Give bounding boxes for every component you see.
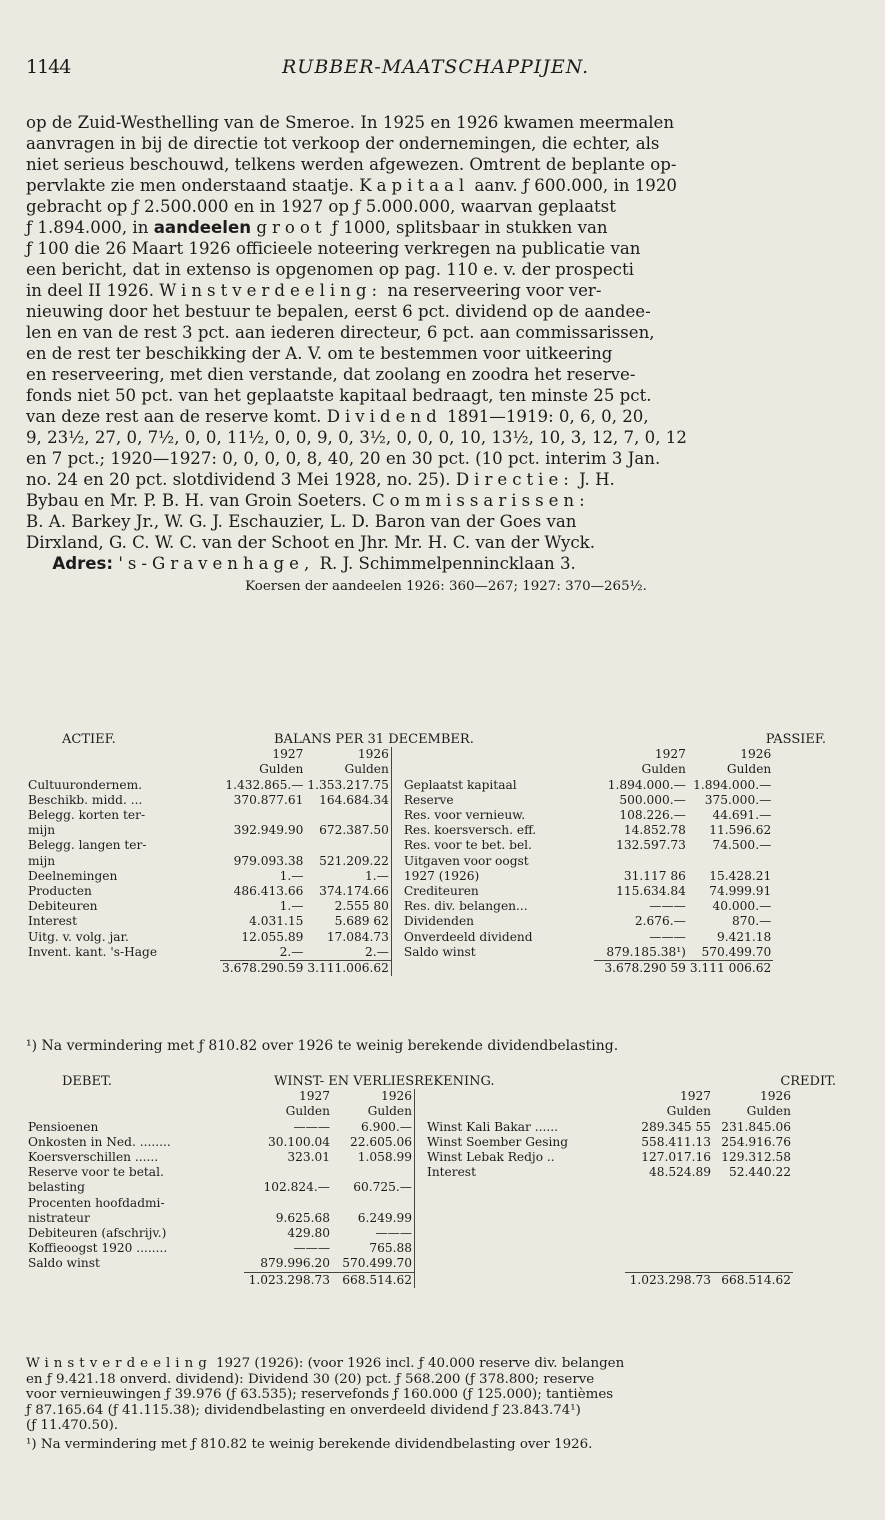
table-row (26, 1241, 866, 1256)
spacer (773, 945, 866, 961)
text-line: ƒ 100 die 26 Maart 1926 officieele noteering verkregen na publicatie van (26, 239, 641, 258)
debet-label: Saldo winst (28, 1256, 100, 1271)
credit-1926 (713, 1241, 793, 1256)
credit-label (425, 1180, 625, 1195)
table-row (26, 1150, 866, 1165)
address-line: Adres: 's-Gravenhage, R. J. Schimmelpennincklaan 3. (52, 554, 576, 573)
passief-1926: 74.999.91 (709, 884, 772, 899)
company-description (26, 112, 866, 597)
credit-1927: 289.345 55 (641, 1119, 711, 1134)
spacer (773, 899, 866, 914)
table-row (26, 884, 866, 899)
actief-label: Cultuurondernem. (28, 777, 143, 792)
credit-1927 (625, 1241, 713, 1256)
actief-label: Interest (28, 914, 77, 929)
column-divider (415, 1241, 426, 1256)
credit-1927 (625, 1196, 713, 1211)
text-line: op de Zuid-Westhelling van de Smeroe. In 1925 en 1926 kwamen meermalen (26, 113, 675, 132)
passief-1926: 570.499.70 (701, 944, 772, 959)
actief-1927: 370.877.61 (233, 792, 304, 807)
debet-label: Koffieoogst 1920 ........ (28, 1241, 168, 1256)
spacer (773, 914, 866, 929)
column-divider (415, 1135, 426, 1150)
credit-1926: 254.916.76 (721, 1134, 791, 1149)
passief-1926: 11.596.62 (709, 823, 772, 838)
actief-label: mijn (28, 853, 56, 868)
debet-1927 (244, 1165, 332, 1180)
credit-label: Winst Soember Gesing (427, 1134, 569, 1149)
table-row (26, 930, 866, 945)
actief-label: Belegg. korten ter- (28, 808, 146, 823)
table-row (26, 838, 866, 853)
text-line: en de rest ter beschikking der A. V. om te bestemmen voor uitkeering (26, 344, 613, 363)
table-row (26, 1226, 866, 1241)
column-divider (415, 1226, 426, 1241)
table-row (26, 778, 866, 793)
passief-1927: 108.226.— (619, 808, 686, 823)
text-line: gebracht op ƒ 2.500.000 en in 1927 op ƒ 5.000.000, waarvan geplaatst (26, 197, 616, 216)
spacer (793, 1241, 866, 1256)
table-row (26, 1180, 866, 1195)
debet-label: Reserve voor te betal. (28, 1165, 164, 1180)
text-line: van deze rest aan de reserve komt. Dividend 1891—1919: 0, 6, 0, 20, (26, 407, 649, 426)
debet-label: Procenten hoofdadmi- (28, 1195, 165, 1210)
passief-label: Onverdeeld dividend (403, 929, 533, 944)
credit-1926: 231.845.06 (721, 1119, 791, 1134)
text-line: en 7 pct.; 1920—1927: 0, 0, 0, 0, 8, 40, 20 en 30 pct. (10 pct. interim 3 Jan. (26, 449, 661, 468)
actief-1926: 1.353.217.75 (307, 777, 389, 792)
actief-1926 (305, 808, 391, 823)
credit-1927 (625, 1211, 713, 1226)
text-line: no. 24 en 20 pct. slotdividend 3 Mei 1928, no. 25). Directie: J. H. (26, 470, 615, 489)
passief-label: Saldo winst (403, 944, 476, 959)
credit-1927 (625, 1256, 713, 1272)
winstverdeeling-heading: Winstverdeeling: (159, 281, 383, 300)
actief-1927: 1.— (279, 868, 304, 883)
winstverdeeling-block (26, 1356, 868, 1452)
column-divider (391, 914, 402, 929)
debet-1927: 879.996.20 (260, 1256, 330, 1271)
credit-1927: 558.411.13 (641, 1134, 711, 1149)
debet-1926: 6.249.99 (357, 1210, 412, 1225)
table-row (26, 1211, 866, 1226)
table-row (26, 793, 866, 808)
credit-1926 (713, 1226, 793, 1241)
column-divider (391, 854, 402, 869)
table-row (26, 1196, 866, 1211)
spacer (773, 884, 866, 899)
actief-1927: 392.949.90 (233, 823, 304, 838)
credit-1927 (625, 1226, 713, 1241)
debet-1927 (244, 1196, 332, 1211)
passief-title: PASSIEF. (765, 732, 826, 747)
running-title: RUBBER-MAATSCHAPPIJEN. (282, 56, 590, 78)
credit-1927 (625, 1180, 713, 1195)
debet-1926: 765.88 (369, 1241, 412, 1256)
passief-1927: ——— (649, 899, 686, 914)
debet-title: DEBET. (62, 1074, 112, 1089)
column-divider (391, 945, 402, 961)
text-line: Winstverdeeling 1927 (1926): (voor 1926 incl. ƒ 40.000 reserve div. belangen (26, 1356, 625, 1371)
debet-1926: 570.499.70 (342, 1256, 412, 1271)
spacer (773, 838, 866, 853)
actief-1926: 17.084.73 (326, 929, 389, 944)
actief-label: Beschikb. midd. ... (28, 792, 143, 807)
spacer (793, 1165, 866, 1180)
balans-totals: 3.678.290.59 3.111.006.62 3.678.290 59 3.111 006.62 (222, 961, 772, 976)
column-divider (391, 869, 402, 884)
text-line: Bybau en Mr. P. B. H. van Groin Soeters. Commissarissen: (26, 491, 590, 510)
debet-1927: 102.824.— (263, 1180, 330, 1195)
column-divider (415, 1180, 426, 1195)
debet-label: Debiteuren (afschrijv.) (28, 1226, 167, 1241)
text-line: ƒ 87.165.64 (ƒ 41.115.38); dividendbelasting en onverdeeld dividend ƒ 23.843.74¹) (26, 1402, 581, 1418)
table-row (26, 808, 866, 823)
credit-1926 (713, 1256, 793, 1272)
credit-label (425, 1211, 625, 1226)
passief-1927: ——— (649, 929, 686, 944)
debet-1927: ——— (293, 1119, 330, 1134)
text-line: en ƒ 9.421.18 onverd. dividend): Dividend 30 (20) pct. ƒ 568.200 (ƒ 378.800; reserve (26, 1371, 595, 1387)
debet-1927: 323.01 (287, 1150, 330, 1165)
passief-label: Res. koersversch. eff. (403, 823, 537, 838)
actief-1927: 12.055.89 (241, 929, 304, 944)
passief-label: Reserve (403, 792, 454, 807)
debet-1927: 9.625.68 (275, 1210, 330, 1225)
column-divider (391, 808, 402, 823)
actief-1926: 374.174.66 (319, 884, 389, 899)
passief-1926 (688, 854, 773, 869)
aandeelen-heading: aandeelen (153, 218, 252, 237)
passief-label: Res. voor vernieuw. (403, 808, 526, 823)
passief-1926: 74.500.— (712, 838, 772, 853)
text-line: en reserveering, met dien verstande, dat zoolang en zoodra het reserve- (26, 365, 636, 384)
actief-1926: 164.684.34 (319, 792, 389, 807)
passief-1927 (594, 854, 688, 869)
actief-label: Debiteuren (28, 899, 98, 914)
debet-1926: ——— (375, 1226, 412, 1241)
credit-label (425, 1241, 625, 1256)
spacer (773, 869, 866, 884)
page-number: 1144 (26, 56, 71, 78)
debet-1926: 22.605.06 (349, 1134, 412, 1149)
profit-loss-table: DEBET. WINST- EN VERLIESREKENING. CREDIT. 1927 1926 1927 1926 Gulden Gulden Gulden Gulden Pensioenen ——— 6.900.— Winst Kali Bakar ...... 289.345 55 231.845.06 Onkosten in Ned. ........ 30.100.04 22.605.06 Winst Soember Gesing 558.411.13 254.916.76 Koersverschillen ...... 323.01 1.058.99 Winst Lebak Redjo .. 127.017.16 129.312.58 Reserve voor te betal. Interest 48.524.89 52.440.22 belasting 102.824.— 60.725.— Procenten hoofdadmi- nistrateur 9.625.68 6.249.99 Debiteuren (afschrijv.) 429.80 ——— Koffieoogst 1920 ........ ——— 765.88 Saldo winst 879.996.20 570.499.70 1.023.298.73 668.514.62 1.023.298.73 668.514.62 (26, 1074, 866, 1288)
table-row (26, 854, 866, 869)
passief-1926: 40.000.— (712, 899, 772, 914)
actief-1927: 486.413.66 (233, 884, 304, 899)
winstverdeeling-label: Winstverdeeling (26, 1356, 212, 1371)
actief-1926: 5.689 62 (334, 914, 389, 929)
actief-1926: 2.— (365, 944, 389, 959)
actief-1926: 521.209.22 (319, 853, 389, 868)
passief-1927: 879.185.38¹) (606, 944, 686, 959)
actief-1927: 979.093.38 (233, 853, 304, 868)
column-divider (391, 793, 402, 808)
passief-1927: 500.000.— (619, 792, 686, 807)
column-divider (415, 1211, 426, 1226)
spacer (793, 1135, 866, 1150)
column-divider (415, 1150, 426, 1165)
table-row (26, 1120, 866, 1135)
text-line: een bericht, dat in extenso is opgenomen op pag. 110 e. v. der prospecti (26, 260, 634, 279)
passief-1927: 14.852.78 (623, 823, 686, 838)
spacer (793, 1180, 866, 1195)
actief-1927 (220, 808, 305, 823)
text-line: ƒ 1.894.000, in aandeelen groot ƒ 1000, splitsbaar in stukken van (26, 218, 608, 237)
actief-label: Deelnemingen (28, 868, 118, 883)
column-divider (391, 884, 402, 899)
dividend-heading: Dividend (326, 407, 442, 426)
passief-1926: 15.428.21 (709, 868, 772, 883)
spacer (773, 930, 866, 945)
credit-label (425, 1226, 625, 1241)
passief-1926: 1.894.000.— (693, 777, 772, 792)
debet-1926 (332, 1196, 415, 1211)
passief-1926: 44.691.— (712, 808, 772, 823)
actief-1927: 4.031.15 (249, 914, 304, 929)
debet-label: belasting (28, 1180, 85, 1195)
actief-1926: 2.555 80 (334, 899, 389, 914)
text-line: Dirxland, G. C. W. C. van der Schoot en Jhr. Mr. H. C. van der Wyck. (26, 533, 596, 552)
credit-1926: 52.440.22 (728, 1165, 791, 1180)
debet-1927: 429.80 (287, 1226, 330, 1241)
spacer (793, 1150, 866, 1165)
column-divider (391, 778, 402, 793)
table-row (26, 1256, 866, 1272)
table-row (26, 823, 866, 838)
passief-1927: 2.676.— (634, 914, 686, 929)
passief-1926: 375.000.— (704, 792, 772, 807)
balans-footnote: ¹) Na vermindering met ƒ 810.82 over 1926 te weinig berekende dividendbelasting. (26, 1038, 619, 1054)
debet-1926: 6.900.— (361, 1119, 412, 1134)
credit-label (425, 1196, 625, 1211)
text-line: len en van de rest 3 pct. aan iederen directeur, 6 pct. aan commissarissen, (26, 323, 655, 342)
actief-1926 (305, 838, 391, 853)
balance-sheet-table: ACTIEF. BALANS PER 31 DECEMBER. PASSIEF. 1927 1926 1927 1926 Gulden Gulden Gulden Gulden Cultuurondernem. 1.432.865.— 1.353.217.75 Geplaatst kapitaal 1.894.000.— 1.894.000.— Beschikb. midd. ... 370.877.61 164.684.34 Reserve 500.000.— 375.000.— Belegg. korten ter- Res. voor vernieuw. 108.226.— 44.691.— mijn 392.949.90 672.387.50 Res. koersversch. eff. 14.852.78 11.596.62 Belegg. langen ter- Res. voor te bet. bel. 132.597.73 74.500.— mijn 979.093.38 521.209.22 Uitgaven voor oogst Deelnemingen 1.— 1.— 1927 (1926) 31.117 86 15.428.21 Producten 486.413.66 374.174.66 Crediteuren 115.634.84 74.999.91 Debiteuren 1.— 2.555 80 Res. div. belangen... ——— 40.000.— Interest 4.031.15 5.689 62 Dividenden 2.676.— 870.— Uitg. v. volg. jar. 12.055.89 17.084.73 Onverdeeld dividend ——— 9.421.18 Invent. kant. 's-Hage 2.— 2.— Saldo winst 879.185.38¹) 570.499.70 3.678.290.59 3.111.006.62 3.678.290 59 3.111 006.62 (26, 732, 866, 976)
winstverdeeling-footnote: ¹) Na vermindering met ƒ 810.82 te weinig berekende dividendbelasting over 1926. (26, 1436, 593, 1452)
credit-1927: 48.524.89 (648, 1165, 711, 1180)
credit-label: Winst Lebak Redjo .. (427, 1150, 555, 1165)
table-row (26, 1165, 866, 1180)
column-divider (415, 1256, 426, 1272)
actief-1927 (220, 838, 305, 853)
spacer (793, 1256, 866, 1272)
debet-1926: 60.725.— (353, 1180, 412, 1195)
actief-label: Belegg. langen ter- (28, 838, 147, 853)
credit-label (425, 1256, 625, 1272)
passief-1927: 115.634.84 (616, 884, 686, 899)
winst-verlies-title: WINST- EN VERLIESREKENING. (274, 1074, 495, 1089)
passief-label: Uitgaven voor oogst (403, 853, 529, 868)
passief-label: Res. voor te bet. bel. (403, 838, 532, 853)
passief-label: 1927 (1926) (403, 868, 480, 883)
table-row (26, 1135, 866, 1150)
credit-1926: 129.312.58 (721, 1150, 791, 1165)
table-row (26, 899, 866, 914)
spacer (773, 793, 866, 808)
actief-label: Uitg. v. volg. jar. (28, 929, 129, 944)
passief-label: Dividenden (403, 914, 475, 929)
debet-label: Pensioenen (28, 1119, 99, 1134)
credit-1927: 127.017.16 (641, 1150, 711, 1165)
debet-1926: 1.058.99 (357, 1150, 412, 1165)
credit-label: Interest (427, 1165, 476, 1180)
spacer (773, 778, 866, 793)
passief-label: Res. div. belangen... (403, 899, 528, 914)
passief-1927: 31.117 86 (623, 868, 686, 883)
column-divider (391, 930, 402, 945)
page-header (26, 56, 846, 86)
text-line: 9, 23½, 27, 0, 7½, 0, 0, 11½, 0, 0, 9, 0, 3½, 0, 0, 0, 10, 13½, 10, 3, 12, 7, 0, 12 (26, 428, 687, 447)
passief-label: Crediteuren (403, 884, 479, 899)
passief-label: Geplaatst kapitaal (403, 777, 517, 792)
credit-title: CREDIT. (780, 1074, 836, 1089)
passief-1927: 132.597.73 (616, 838, 686, 853)
column-divider (391, 838, 402, 853)
spacer (773, 808, 866, 823)
actief-1927: 1.432.865.— (225, 777, 304, 792)
text-line: niet serieus beschouwd, telkens werden afgewezen. Omtrent de beplante op- (26, 155, 677, 174)
spacer (793, 1120, 866, 1135)
text-line: in deel II 1926. Winstverdeeling: na reserveering voor ver- (26, 281, 602, 300)
passief-1927: 1.894.000.— (607, 777, 686, 792)
passief-1926: 870.— (731, 914, 772, 929)
text-line: nieuwing door het bestuur te bepalen, eerst 6 pct. dividend op de aandee- (26, 302, 651, 321)
table-row (26, 914, 866, 929)
spacer (773, 854, 866, 869)
credit-1926 (713, 1211, 793, 1226)
actief-label: mijn (28, 823, 56, 838)
actief-label: Invent. kant. 's-Hage (28, 944, 158, 959)
kapitaal-heading: Kapitaal (359, 176, 470, 195)
actief-1926: 672.387.50 (319, 823, 389, 838)
debet-1926 (332, 1165, 415, 1180)
column-divider (415, 1165, 426, 1180)
column-divider (415, 1196, 426, 1211)
passief-1926: 9.421.18 (716, 929, 772, 944)
directie-heading: Directie: (455, 470, 574, 489)
spacer (773, 823, 866, 838)
credit-1926 (713, 1180, 793, 1195)
credit-1926 (713, 1196, 793, 1211)
table-row (26, 945, 866, 961)
actief-label: Producten (28, 884, 92, 899)
actief-1927: 1.— (279, 899, 304, 914)
debet-1927: 30.100.04 (267, 1134, 330, 1149)
text-line: (ƒ 11.470.50). (26, 1418, 119, 1433)
actief-title: ACTIEF. (62, 732, 116, 747)
spacer (793, 1211, 866, 1226)
debet-1927: ——— (293, 1241, 330, 1256)
spacer (793, 1226, 866, 1241)
balans-title: BALANS PER 31 DECEMBER. (274, 732, 474, 747)
column-divider (391, 823, 402, 838)
table-row (26, 869, 866, 884)
column-divider (391, 899, 402, 914)
debet-label: Koersverschillen ...... (28, 1150, 159, 1165)
actief-1926: 1.— (365, 868, 389, 883)
credit-label: Winst Kali Bakar ...... (427, 1119, 558, 1134)
adres-label: Adres: (52, 554, 114, 573)
text-line: fonds niet 50 pct. van het geplaatste kapitaal bedraagt, ten minste 25 pct. (26, 386, 652, 405)
text-line: aanvragen in bij de directie tot verkoop der ondernemingen, die echter, als (26, 134, 660, 153)
commissarissen-heading: Commissarissen: (371, 491, 590, 510)
koersen-line: Koersen der aandeelen 1926: 360—267; 1927: 370—265½. (245, 579, 647, 594)
spacer (793, 1196, 866, 1211)
debet-label: Onkosten in Ned. ........ (28, 1134, 171, 1149)
wv-totals: 1.023.298.73 668.514.62 1.023.298.73 668.514.62 (26, 1272, 866, 1288)
debet-label: nistrateur (28, 1210, 90, 1225)
column-divider (415, 1120, 426, 1135)
text-line: B. A. Barkey Jr., W. G. J. Eschauzier, L. D. Baron van der Goes van (26, 512, 577, 531)
text-line: pervlakte zie men onderstaand staatje. Kapitaal aanv. ƒ 600.000, in 1920 (26, 176, 677, 195)
actief-1927: 2.— (279, 944, 304, 959)
text-line: voor vernieuwingen ƒ 39.976 (ƒ 63.535); reservefonds ƒ 160.000 (ƒ 125.000); tantièmes (26, 1387, 614, 1402)
